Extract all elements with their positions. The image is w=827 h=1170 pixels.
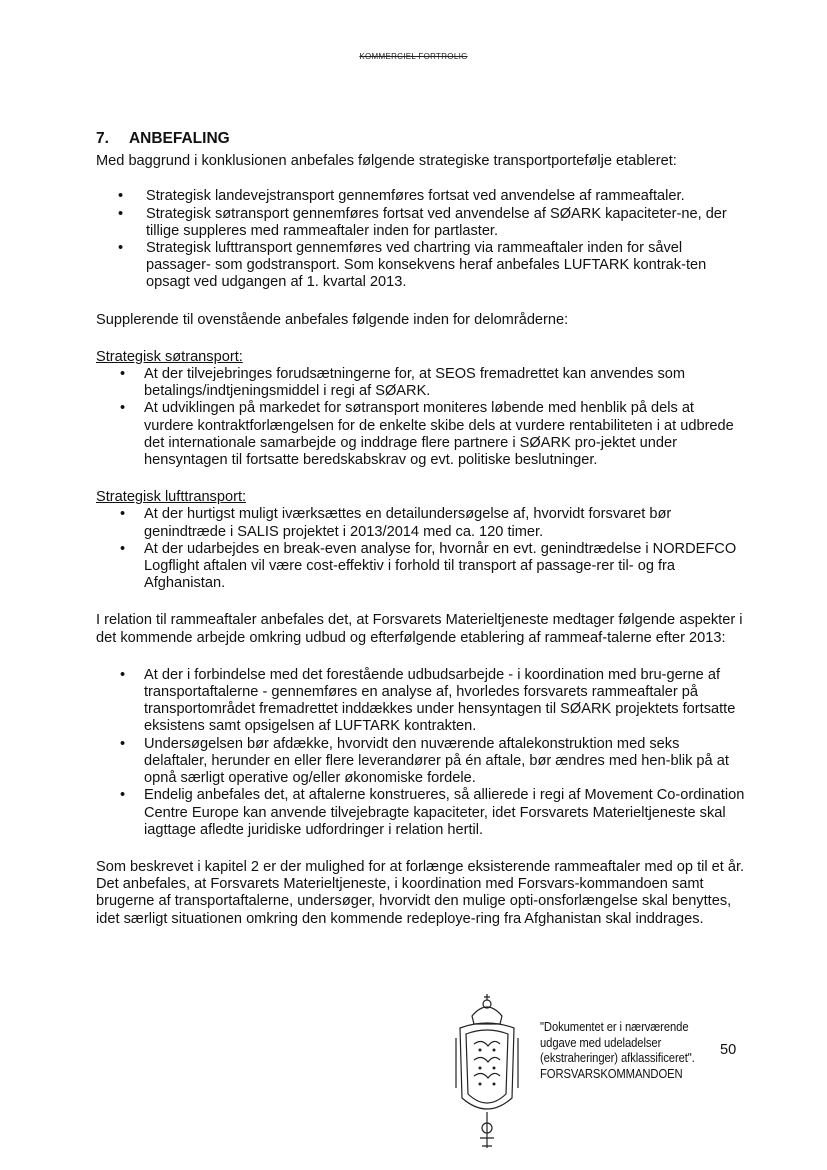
framework-paragraph: I relation til rammeaftaler anbefales det, at Forsvarets Materieltjeneste medtager følgende aspekter i det kommende arbejde omkring udbud og efterfølgende etablering af rammeaf-talerne efter 2013: <box>96 612 743 646</box>
list-item: • At der udarbejdes en break-even analyse for, hvornår en evt. genindtrædelse i NORDEFCO Logflight aftalen vil være cost-effektiv i forhold til transport af passage-rer til- og fra Afghanistan. <box>96 541 746 593</box>
sea-list <box>96 366 746 469</box>
list-item: • At der tilvejebringes forudsætningerne for, at SEOS fremadrettet kan anvendes som betalings/indtjeningsmiddel i regi af SØARK. <box>96 366 746 400</box>
list-item: • Strategisk lufttransport gennemføres ved chartring via rammeaftaler inden for såvel passager- som godstransport. Som konsekvens heraf anbefales LUFTARK kontrak-ten opsagt ved udgangen af 1. kvartal 2013. <box>96 240 746 292</box>
stamp-line: "Dokumentet er i nærværende <box>540 1020 689 1034</box>
declassification-stamp <box>540 1020 720 1082</box>
list-item: • At der hurtigst muligt iværksættes en detailundersøgelse af, hvorvidt forsvaret bør genindtræde i SALIS projektet i 2013/2014 med ca. 120 timer. <box>96 506 746 540</box>
sea-heading: Strategisk søtransport: <box>96 348 243 365</box>
portfolio-list <box>96 188 746 291</box>
list-item: • At der i forbindelse med det forestående udbudsarbejde - i koordination med bru-gerne af transportaftalerne - gennemføres en analyse af, hvorledes forsvarets rammeaftaler på transportområdet fremadrettet inddækkes under hensyntagen til SØARK projektets fortsatte eksistens samt opsigelsen af LUFTARK kontrakten. <box>96 667 746 736</box>
framework-list <box>96 667 746 839</box>
supplement-paragraph: Supplerende til ovenstående anbefales følgende inden for delområderne: <box>96 311 569 328</box>
list-item: • Strategisk landevejstransport gennemføres fortsat ved anvendelse af rammeaftaler. <box>96 188 746 205</box>
closing-paragraph: Som beskrevet i kapitel 2 er der mulighed for at forlænge eksisterende rammeaftaler med op til et år. Det anbefales, at Forsvarets Materieltjeneste, i koordination med Forsvars-kommandoen samt brugerne af transportaftalerne, undersøger, hvorvidt den mulige opti-onsforlængelse skal benyttes, idet særligt situationen omkring den kommende redeploye-ring fra Afghanistan skal inddrages. <box>96 858 745 927</box>
document-body <box>96 130 746 928</box>
section-heading <box>96 130 746 147</box>
classification-header: KOMMERCIEL FORTROLIG <box>359 52 468 61</box>
list-item: • Endelig anbefales det, at aftalerne konstrueres, så allierede i regi af Movement Co-ordination Centre Europe kan anvende tilvejebragte kapaciteter, idet Forsvarets Materieltjeneste skal iagttage afledte juridiske udfordringer i relation hertil. <box>96 787 746 839</box>
air-list <box>96 506 746 592</box>
list-item: • Strategisk søtransport gennemføres fortsat ved anvendelse af SØARK kapaciteter-ne, der tillige suppleres med rammeaftaler inden for partlaster. <box>96 206 746 240</box>
stamp-line: (ekstraheringer) afklassificeret". <box>540 1051 695 1065</box>
stamp-line: FORSVARSKOMMANDOEN <box>540 1066 683 1081</box>
section-number: 7. <box>96 130 109 147</box>
list-item: • Undersøgelsen bør afdække, hvorvidt den nuværende aftalekonstruktion med seks delaftaler, herunder en eller flere leverandører på én aftale, bør ændres med hen-blik på at opnå særligt operative og/eller økonomiske fordele. <box>96 736 746 788</box>
coat-of-arms-seal-icon <box>452 988 522 1158</box>
section-title: ANBEFALING <box>128 130 230 147</box>
air-heading: Strategisk lufttransport: <box>96 489 247 506</box>
list-item: • At udviklingen på markedet for søtransport moniteres løbende med henblik på dels at vurdere kontraktforlængelsen for de enkelte skibe dels at vurdere rentabiliteten i at udbrede det internationale samarbejde og inddrage flere partnere i SØARK pro-jektet under hensyntagen til fortsatte beredskabskrav og evt. politiske beslutninger. <box>96 400 746 469</box>
intro-paragraph: Med baggrund i konklusionen anbefales følgende strategiske transportportefølje etableret: <box>96 153 677 170</box>
page-number: 50 <box>720 1042 737 1058</box>
stamp-line: udgave med udeladelser <box>540 1035 662 1050</box>
